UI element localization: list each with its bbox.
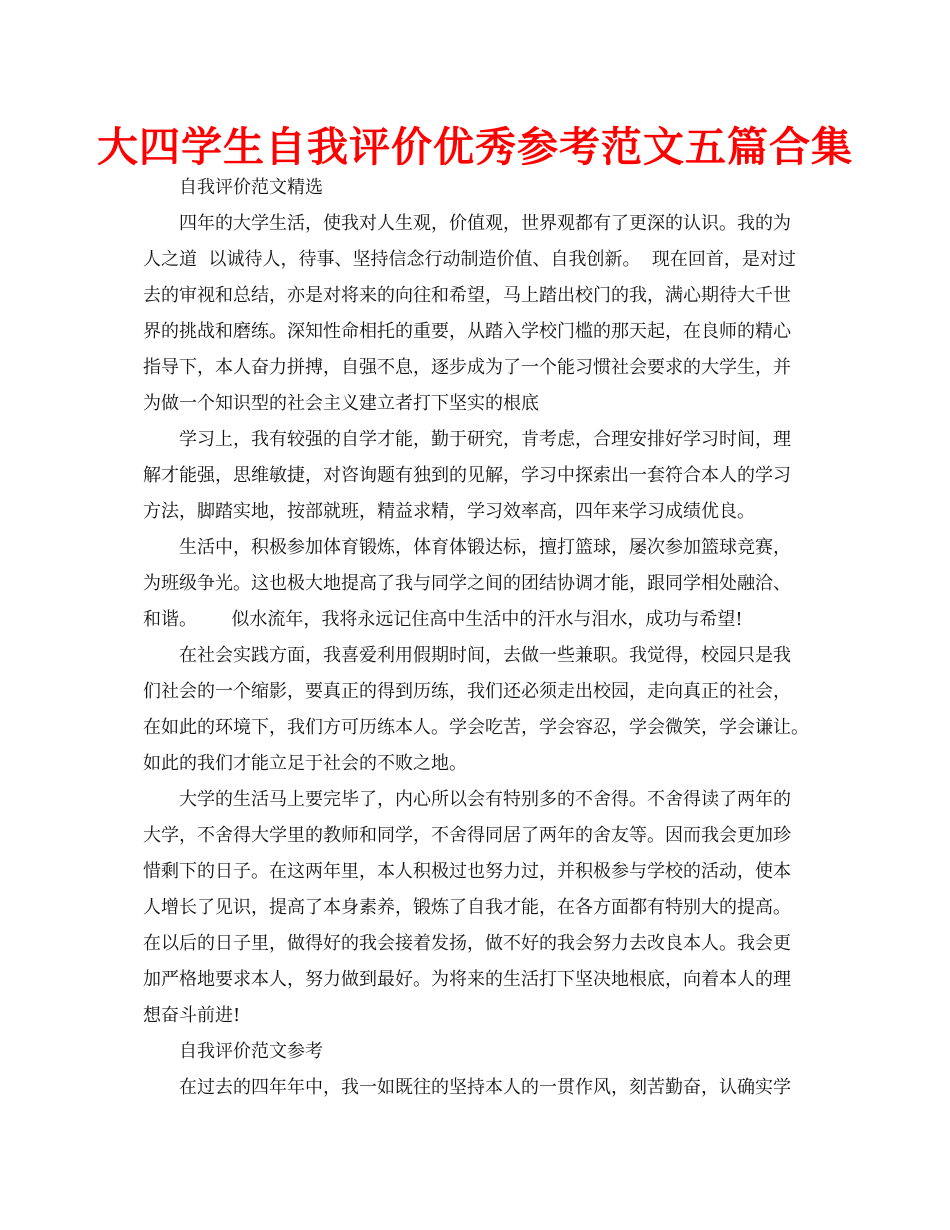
text-line: 解才能强，思维敏捷，对咨询题有独到的见解，学习中探索出一套符合本人的学习 (143, 465, 791, 486)
text-line: 加严格地要求本人，努力做到最好。为将来的生活打下坚决地根底，向着本人的理 (143, 969, 791, 990)
text-line: 人之道 以诚待人，待事、坚持信念行动制造价值、自我创新。 现在回首，是对过 (143, 249, 796, 270)
text-line: 去的审视和总结，亦是对将来的向往和希望，马上踏出校门的我，满心期待大千世 (143, 285, 791, 306)
text-line: 自我评价范文参考 (179, 1041, 323, 1062)
text-line: 和谐。 似水流年，我将永远记住高中生活中的汗水与泪水，成功与希望! (143, 609, 743, 630)
text-line: 在以后的日子里，做得好的我会接着发扬，做不好的我会努力去改良本人。我会更 (143, 933, 791, 954)
text-line: 学习上，我有较强的自学才能，勤于研究，肯考虑，合理安排好学习时间，理 (179, 429, 791, 450)
text-line: 大学的生活马上要完毕了，内心所以会有特别多的不舍得。不舍得读了两年的 (179, 789, 791, 810)
text-line: 方法，脚踏实地，按部就班，精益求精，学习效率高，四年来学习成绩优良。 (143, 501, 755, 522)
text-line: 为做一个知识型的社会主义建立者打下坚实的根底 (143, 393, 539, 414)
text-line: 在如此的环境下，我们方可历练本人。学会吃苦，学会容忍，学会微笑，学会谦让。 (143, 717, 809, 738)
document-body (143, 170, 811, 1106)
text-line: 界的挑战和磨练。深知性命相托的重要，从踏入学校门槛的那天起，在良师的精心 (143, 321, 791, 342)
text-line: 惜剩下的日子。在这两年里，本人积极过也努力过，并积极参与学校的活动，使本 (143, 861, 791, 882)
text-line: 指导下，本人奋力拼搏，自强不息，逐步成为了一个能习惯社会要求的大学生，并 (143, 357, 791, 378)
text-line: 们社会的一个缩影，要真正的得到历练，我们还必须走出校园，走向真正的社会， (143, 681, 791, 702)
text-line: 在社会实践方面，我喜爱利用假期时间，去做一些兼职。我觉得，校园只是我 (179, 645, 791, 666)
text-line: 大学，不舍得大学里的教师和同学，不舍得同居了两年的舍友等。因而我会更加珍 (143, 825, 791, 846)
text-line: 为班级争光。这也极大地提高了我与同学之间的团结协调才能，跟同学相处融洽、 (143, 573, 791, 594)
text-line: 如此的我们才能立足于社会的不败之地。 (143, 753, 467, 774)
document-title: 大四学生自我评价优秀参考范文五篇合集 (97, 123, 853, 171)
text-line: 四年的大学生活，使我对人生观，价值观，世界观都有了更深的认识。我的为 (179, 213, 791, 234)
text-line: 生活中，积极参加体育锻炼，体育体锻达标，擅打篮球，屡次参加篮球竞赛， (179, 537, 791, 558)
text-line: 想奋斗前进! (143, 1005, 241, 1026)
text-line: 在过去的四年年中，我一如既往的坚持本人的一贯作风，刻苦勤奋，认确实学 (179, 1077, 791, 1098)
text-line: 人增长了见识，提高了本身素养，锻炼了自我才能，在各方面都有特别大的提高。 (143, 897, 791, 918)
text-line: 自我评价范文精选 (179, 177, 323, 198)
